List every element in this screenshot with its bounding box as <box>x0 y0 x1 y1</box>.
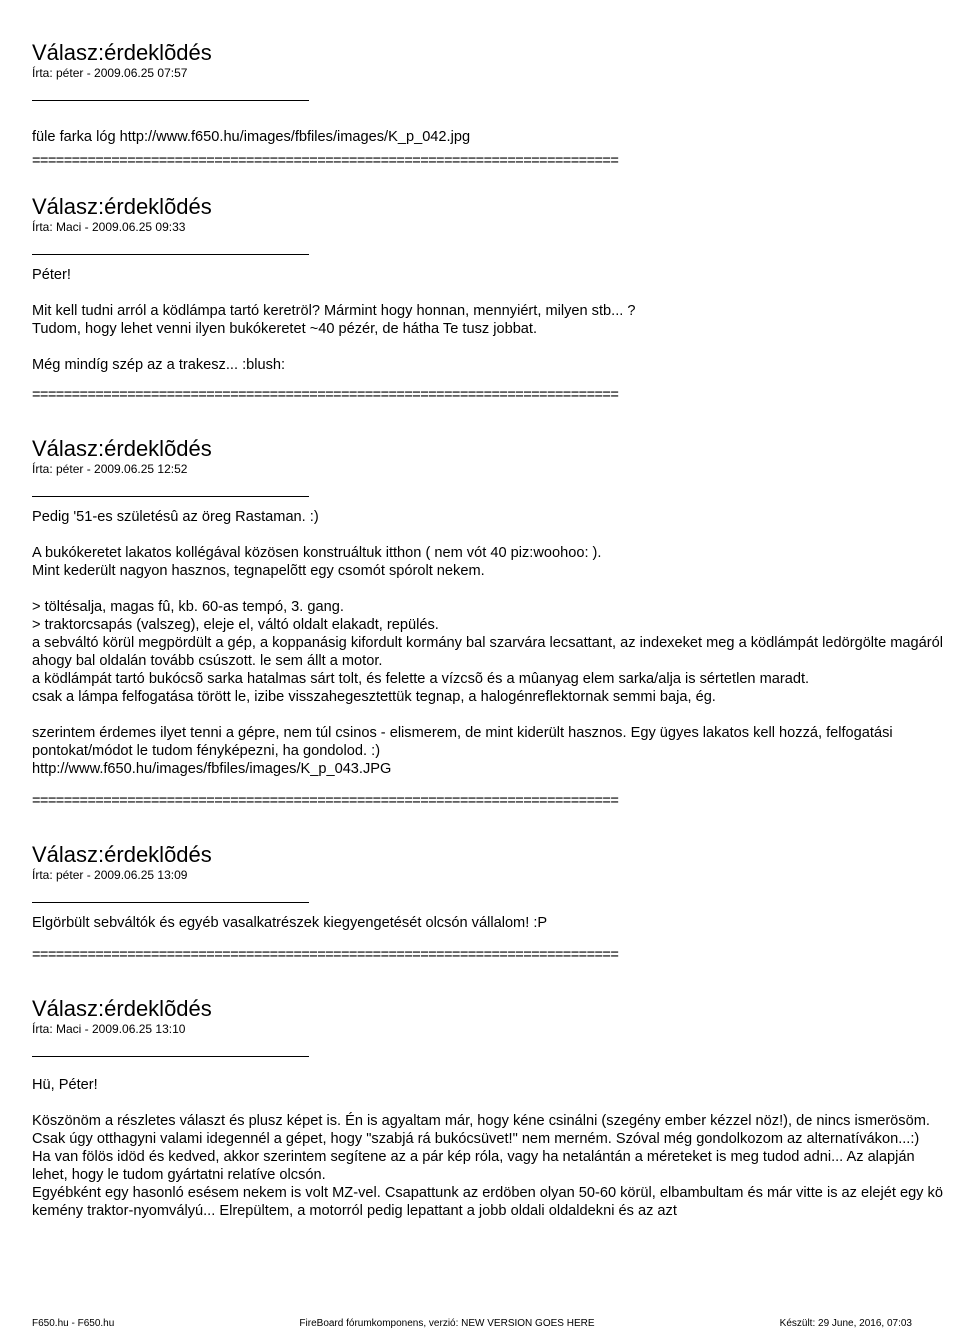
page-footer <box>32 1318 912 1330</box>
post-body <box>32 128 944 146</box>
post-meta: Írta: péter - 2009.06.25 12:52 <box>32 462 188 476</box>
post-text-line: > töltésalja, magas fû, kb. 60-as tempó, 3. gang. <box>32 599 344 615</box>
post-link[interactable]: http://www.f650.hu/images/fbfiles/images/K_p_043.JPG <box>32 761 392 777</box>
post-text-line: Pedig '51-es születésû az öreg Rastaman. :) <box>32 509 319 525</box>
post-meta: Írta: Maci - 2009.06.25 13:10 <box>32 1022 186 1036</box>
post-text-line: csak a lámpa felfogatása törött le, izibe visszahegesztettük tegnap, a halogénreflektornak semmi baja, ég. <box>32 689 716 705</box>
post-text-line: A bukókeretet lakatos kollégával közösen konstruáltuk itthon ( nem vót 40 piz:woohoo: ). <box>32 545 602 561</box>
post <box>32 996 948 1220</box>
post-text-line <box>32 526 944 544</box>
post-text-line: Hü, Péter! <box>32 1077 98 1093</box>
post <box>32 40 944 146</box>
post <box>32 842 944 932</box>
post-text-line <box>32 1094 944 1112</box>
post-text-line: Elgörbült sebváltók és egyéb vasalkatrészek kiegyengetését olcsón vállalom! :P <box>32 915 548 931</box>
post-divider <box>32 100 309 101</box>
post-meta: Írta: péter - 2009.06.25 13:09 <box>32 868 188 882</box>
post-title: Válasz:érdeklõdés <box>32 436 212 461</box>
post-text-line: szerintem érdemes ilyet tenni a gépre, nem túl csinos - elismerem, de mint kiderült hasznos. Egy ügyes lakatos kell hozzá, felfogatási pontokat/módot le tudom fényképezni, ha gondolod. :) <box>32 725 897 759</box>
post-body <box>32 266 944 374</box>
post-divider <box>32 1056 309 1057</box>
post-title: Válasz:érdeklõdés <box>32 996 212 1021</box>
post-body <box>32 1076 948 1220</box>
post-divider <box>32 902 309 903</box>
post-text-line: füle farka lóg http://www.f650.hu/images/fbfiles/images/K_p_042.jpg <box>32 129 471 145</box>
post-text-line <box>32 706 944 724</box>
post-separator: ========================================================================== <box>32 153 619 169</box>
post-separator: ========================================================================== <box>32 947 619 963</box>
post-text-line: Péter! <box>32 267 71 283</box>
post-separator: ========================================================================== <box>32 387 619 403</box>
post-text-line <box>32 284 944 302</box>
post-text-line: Ha van fölös idöd és kedved, akkor szerintem segítene az a pár kép róla, vagy ha netalántán a méreteket is meg tudod adni... Az alapján lehet, hogy le tudom gyártatni relatíve olcsón. <box>32 1149 919 1183</box>
post-separator: ========================================================================== <box>32 793 619 809</box>
footer-component: FireBoard fórumkomponens, verzió: NEW VERSION GOES HERE <box>299 1318 595 1329</box>
post-meta: Írta: péter - 2009.06.25 07:57 <box>32 66 188 80</box>
post <box>32 194 944 374</box>
post-divider <box>32 254 309 255</box>
post-body <box>32 508 948 778</box>
post-divider <box>32 496 309 497</box>
post-body <box>32 914 944 932</box>
post-text-line: a ködlámpát tartó bukócsõ sarka hatalmas sárt tolt, és felette a vízcsõ és a mûanyag elem sarka/alja is sértetlen maradt. <box>32 671 810 687</box>
post-text-line <box>32 338 944 356</box>
post-meta: Írta: Maci - 2009.06.25 09:33 <box>32 220 186 234</box>
post-title: Válasz:érdeklõdés <box>32 194 212 219</box>
post-text-line: Tudom, hogy lehet venni ilyen bukókeretet ~40 pézér, de hátha Te tusz jobbat. <box>32 321 538 337</box>
post-text-line: a sebváltó körül megpördült a gép, a koppanásig kifordult kormány bal szarvára lecsattant, az indexeket meg a ködlámpát ledörgölte magáról ahogy bal oldalán tovább csúszott. le sem állt a motor. <box>32 635 948 669</box>
post-text-line: Köszönöm a részletes választ és plusz képet is. Én is agyaltam már, hogy kéne csinálni (szegény ember kézzel nöz!), de nincs ismerösöm. Csak úgy otthagyni valami idegennél a gépet, hogy "szabjá rá bukócsüvet!" nem merném. Szóval még gondolkozom az alternatívákon...:) <box>32 1113 934 1147</box>
post <box>32 436 948 778</box>
footer-site: F650.hu - F650.hu <box>32 1318 115 1329</box>
post-title: Válasz:érdeklõdés <box>32 842 212 867</box>
post-text-line: > traktorcsapás (valszeg), eleje el, váltó oldalt elakadt, repülés. <box>32 617 439 633</box>
forum-thread <box>32 40 948 1220</box>
footer-generated: Készült: 29 June, 2016, 07:03 <box>779 1318 912 1329</box>
post-text-line <box>32 580 944 598</box>
post-text-line: Mint kederült nagyon hasznos, tegnapelõtt egy csomót spórolt nekem. <box>32 563 485 579</box>
post-title: Válasz:érdeklõdés <box>32 40 212 65</box>
post-text-line: Egyébként egy hasonló esésem nekem is volt MZ-vel. Csapattunk az erdöben olyan 50-60 körül, elbambultam és már vitte is az elejét egy kö kemény traktor-nyomvályú... Elrepültem, a motorról pedig lepattant a jobb oldali oldaldekni és az azt <box>32 1185 948 1219</box>
post-text-line: Még mindíg szép az a trakesz... :blush: <box>32 357 286 373</box>
post-text-line: Mit kell tudni arról a ködlámpa tartó keretröl? Mármint hogy honnan, mennyiért, milyen stb... ? <box>32 303 636 319</box>
